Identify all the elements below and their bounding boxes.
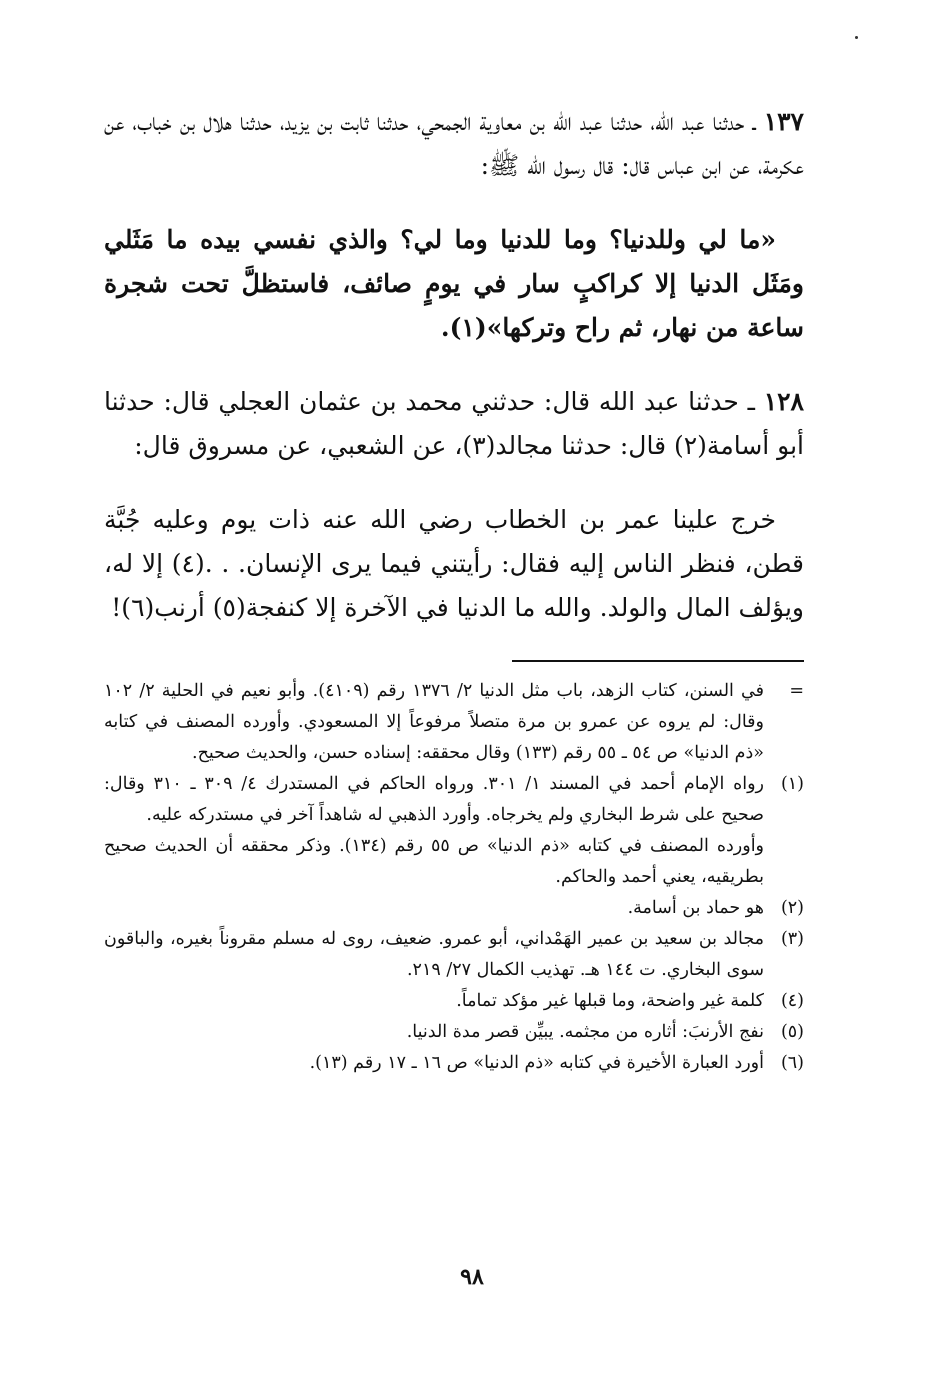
footnote-1 [104, 769, 804, 893]
hadith-138-matn: خرج علينا عمر بن الخطاب رضي الله عنه ذات يوم وعليه جُبَّة قطن، فنظر الناس إليه فقال: رأيتني فيما يرى الإنسان. . .(٤) إلا له، ويؤلف المال والولد. والله ما الدنيا في الآخرة إلا كنفجة(٥) أرنب(٦)! [104, 505, 804, 622]
page-content [104, 100, 804, 1079]
footnote-text: مجالد بن سعيد بن عمير الهَمْداني، أبو عمرو. ضعيف، روى له مسلم مقروناً بغيره، والباقون سوى البخاري. ت ١٤٤ هـ. تهذيب الكمال ٢٧/ ٢١٩. [104, 929, 764, 980]
footnote-mark: (١) [780, 774, 804, 794]
footnote-mark: (٢) [780, 898, 804, 918]
footnote-mark: (٣) [780, 929, 804, 949]
page-number: ٩٨ [460, 1264, 484, 1290]
hadith-138-number: ١٢٨ [763, 387, 804, 416]
footnote-mark: = [789, 681, 804, 701]
footnote-mark: (٤) [780, 991, 804, 1011]
footnote-divider [512, 660, 804, 662]
footnote-continued [104, 676, 804, 769]
page-speck [855, 36, 858, 39]
footnote-text: نفج الأرنبَ: أثاره من مجثمه. يبيِّن قصر مدة الدنيا. [406, 1022, 764, 1042]
footnote-text: رواه الإمام أحمد في المسند ١/ ٣٠١. ورواه الحاكم في المستدرك ٤/ ٣٠٩ ـ ٣١٠ وقال: صحيح على شرط البخاري ولم يخرجاه. وأورد الذهبي له شاهداً آخر في مستدركه عليه. [104, 774, 764, 825]
footnote-6 [104, 1048, 804, 1079]
hadith-137-number: ١٣٧ [763, 107, 804, 136]
footnotes [104, 676, 804, 1079]
footnote-5 [104, 1017, 804, 1048]
footnote-2 [104, 893, 804, 924]
hadith-137-matn: «ما لي وللدنيا؟ وما للدنيا وما لي؟ والذي نفسي بيده ما مَثَلي ومَثَل الدنيا إلا كراكبٍ سار في يومٍ صائف، فاستظلَّ تحت شجرة ساعة من نهار، ثم راح وتركها»(١). [104, 225, 804, 342]
hadith-138-isnad-text: ـ حدثنا عبد الله قال: حدثني محمد بن عثمان العجلي قال: حدثنا أبو أسامة(٢) قال: حدثنا مجالد(٣)، عن الشعبي، عن مسروق قال: [104, 387, 804, 460]
footnote-3 [104, 924, 804, 986]
footnote-text: أورد العبارة الأخيرة في كتابه «ذم الدنيا» ص ١٦ ـ ١٧ رقم (١٣). [309, 1053, 764, 1073]
hadith-137-isnad-text: ـ حدثنا عبد الله، حدثنا عبد الله بن معاوية الجمحي، حدثنا ثابت بن يزيد، حدثنا هلال بن خباب، عن عكرمة، عن ابن عباس قال: قال رسول الله ﷺ: [104, 107, 804, 180]
footnote-text: كلمة غير واضحة، وما قبلها غير مؤكد تماماً. [456, 991, 764, 1011]
footnote-text: هو حماد بن أسامة. [627, 898, 764, 918]
footnote-4 [104, 986, 804, 1017]
hadith-138-isnad [104, 380, 804, 468]
hadith-137-isnad [104, 100, 804, 188]
footnote-text: وأورده المصنف في كتابه «ذم الدنيا» ص ٥٥ رقم (١٣٤). وذكر محققه أن الحديث صحيح بطريقيه، يعني أحمد والحاكم. [104, 836, 765, 887]
footnote-mark: (٦) [780, 1053, 804, 1073]
footnote-text: في السنن، كتاب الزهد، باب مثل الدنيا ٢/ ١٣٧٦ رقم (٤١٠٩). وأبو نعيم في الحلية ٢/ ١٠٢ وقال: لم يروه عن عمرو بن مرة متصلاً مرفوعاً إلا المسعودي. وأورده المصنف في كتابه «ذم الدنيا» ص ٥٤ ـ ٥٥ رقم (١٣٣) وقال محققه: إسناده حسن، والحديث صحيح. [104, 681, 764, 763]
footnote-mark: (٥) [780, 1022, 804, 1042]
